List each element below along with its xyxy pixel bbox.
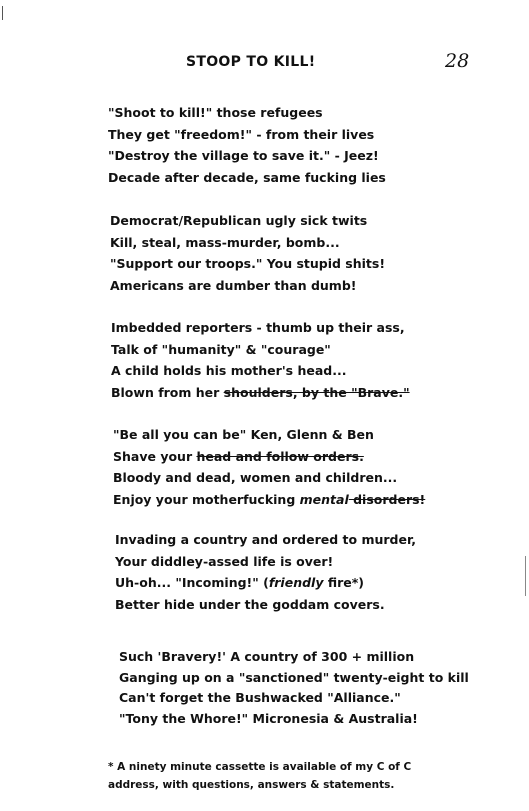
poem-line: Can't forget the Bushwacked "Alliance." [119, 690, 401, 705]
poem-line: Decade after decade, same fucking lies [108, 169, 386, 185]
stanza-2 [110, 210, 385, 296]
struck-text: head and follow orders. [196, 448, 364, 464]
poem-line: Americans are dumber than dumb! [110, 277, 357, 293]
poem-line: Such 'Bravery!' A country of 300 + million [119, 649, 415, 664]
page-title: STOOP TO KILL! [186, 54, 316, 70]
stanza-5 [115, 529, 416, 615]
poem-line [111, 382, 410, 404]
poem-line: "Shoot to kill!" those refugees [108, 105, 323, 120]
poem-line: "Tony the Whore!" Micronesia & Australia! [119, 710, 418, 726]
stanza-4 [113, 424, 425, 510]
poem-line: Ganging up on a "sanctioned" twenty-eight to kill [119, 669, 469, 685]
italic-text: mental [299, 491, 349, 507]
poem-line [113, 489, 425, 511]
poem-line: Imbedded reporters - thumb up their ass, [111, 320, 405, 335]
stanza-6 [119, 647, 469, 729]
scan-edge-mark [2, 6, 3, 20]
stanza-3 [111, 317, 410, 403]
poem-line: Democrat/Republican ugly sick twits [110, 213, 368, 228]
poem-line: Bloody and dead, women and children... [113, 470, 398, 485]
poem-line: Invading a country and ordered to murder, [115, 532, 417, 547]
poem-line [115, 572, 416, 594]
italic-text: friendly [268, 575, 324, 590]
footnote-line: * A ninety minute cassette is available of my C of C [108, 761, 412, 773]
struck-text: shoulders, by the "Brave." [223, 384, 410, 400]
poem-line: "Be all you can be" Ken, Glenn & Ben [113, 427, 374, 442]
line-segment: fire*) [323, 575, 364, 590]
poem-line: Your diddley-assed life is over! [115, 553, 334, 569]
scan-edge-mark [525, 556, 526, 596]
footnote [108, 758, 508, 794]
poem-line: Talk of "humanity" & "courage" [111, 341, 331, 357]
poem-line: They get "freedom!" - from their lives [108, 126, 375, 142]
page-number: 28 [445, 50, 470, 72]
poem-line: A child holds his mother's head... [111, 363, 347, 378]
line-segment: Enjoy your motherfucking [113, 491, 300, 507]
stanza-1 [108, 102, 386, 188]
poem-line: Better hide under the goddam covers. [115, 596, 385, 612]
line-segment: Blown from her [111, 384, 224, 400]
line-segment: Shave your [113, 448, 197, 464]
line-segment: Uh-oh... "Incoming!" ( [115, 575, 269, 590]
poem-line [113, 446, 425, 468]
poem-line: Kill, steal, mass-murder, bomb... [110, 234, 340, 250]
footnote-line: address, with questions, answers & statements. [108, 779, 395, 791]
poem-line: "Support our troops." You stupid shits! [110, 256, 386, 271]
poem-line: "Destroy the village to save it." - Jeez! [108, 148, 379, 163]
struck-text: disorders! [348, 491, 426, 507]
